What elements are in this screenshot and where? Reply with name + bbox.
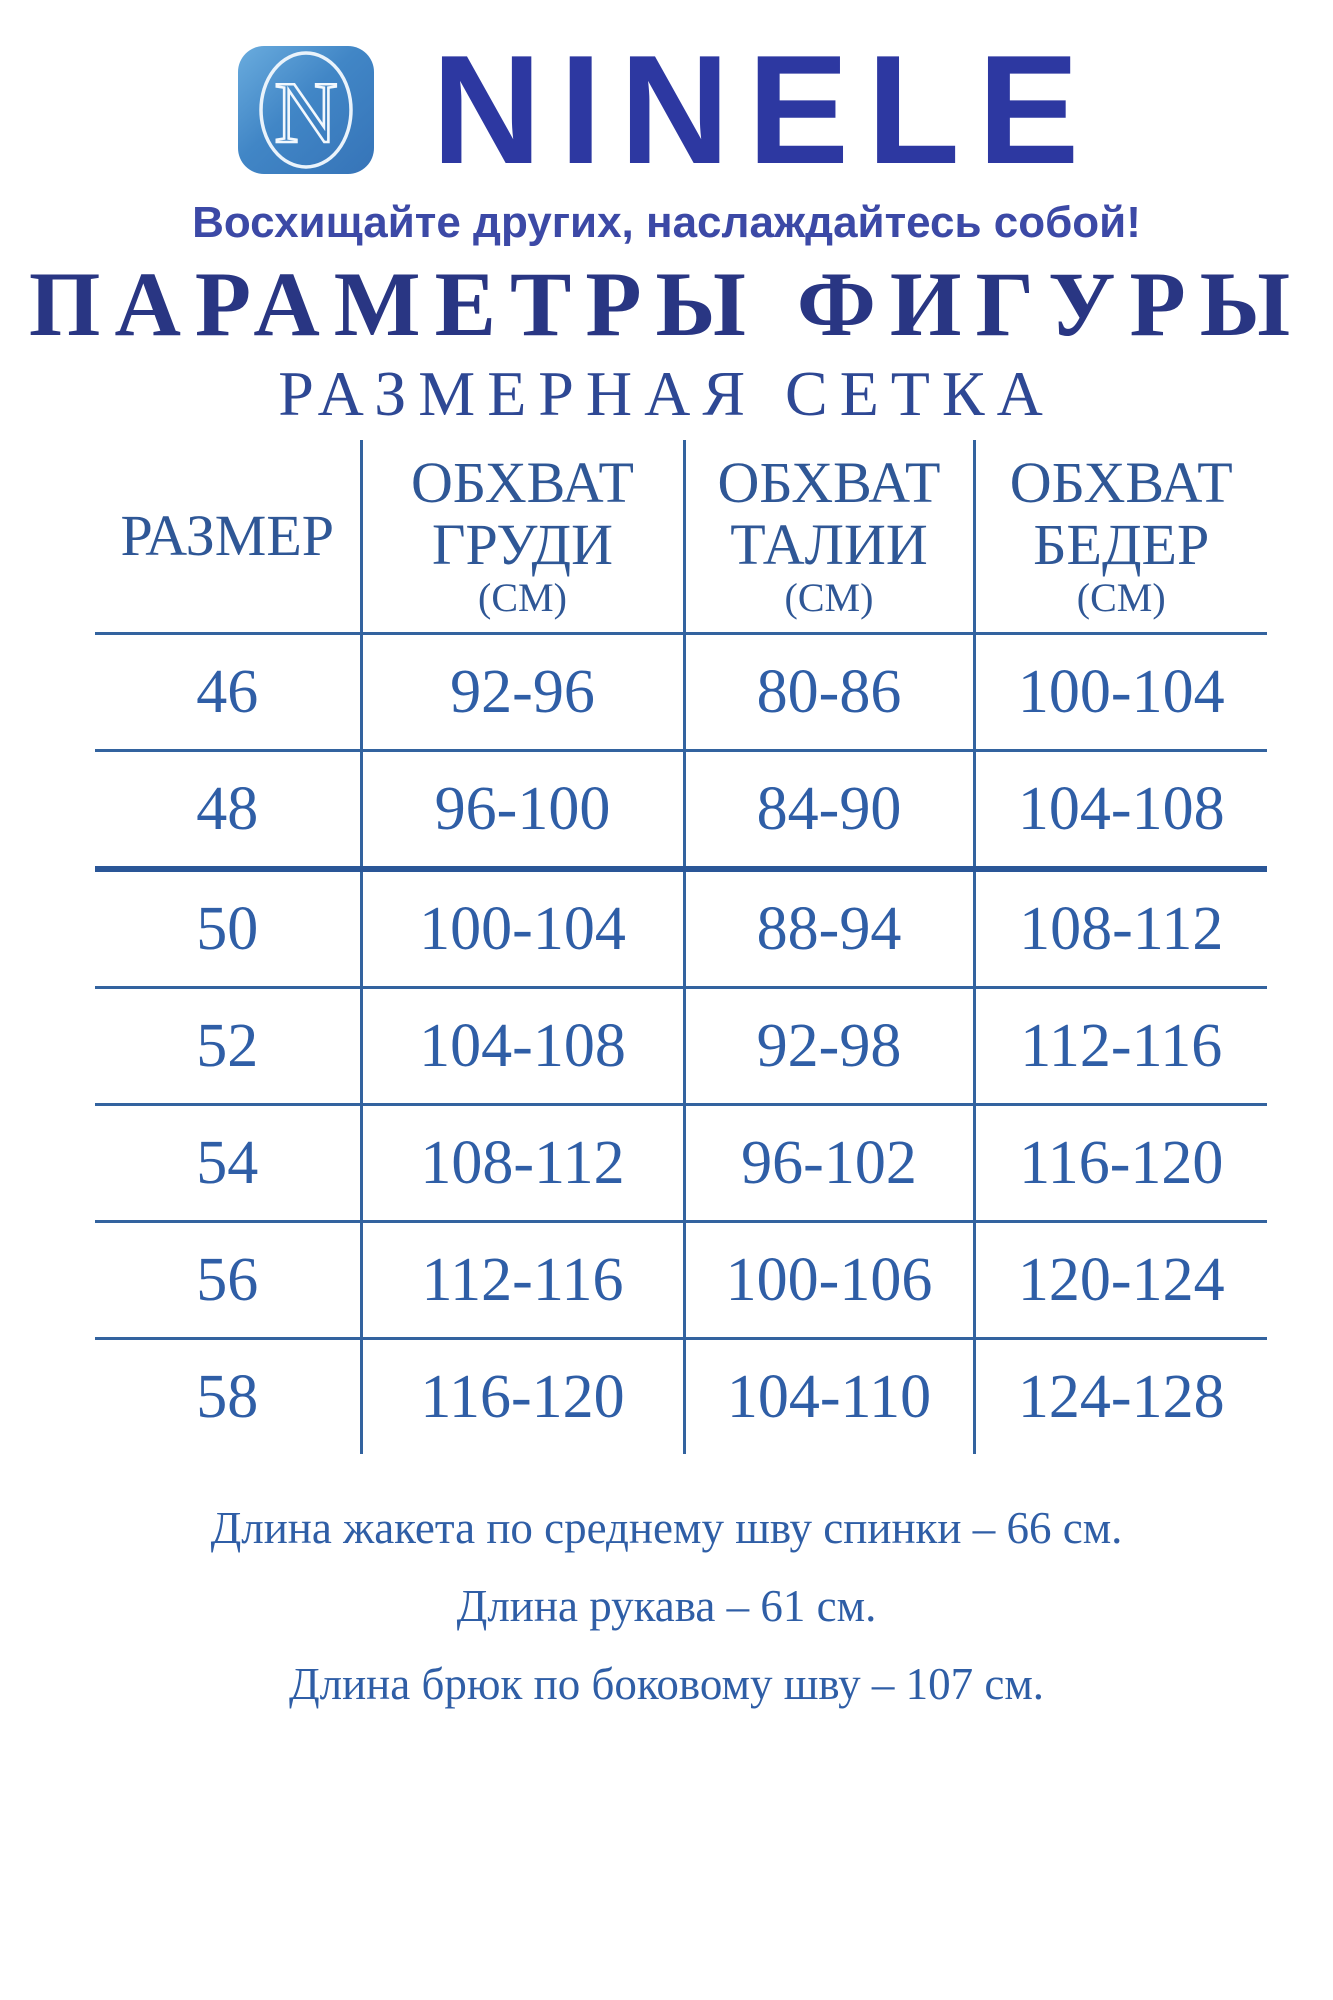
hips-cell: 116-120	[974, 1105, 1267, 1222]
header-waist-line2: ТАЛИИ	[730, 511, 928, 577]
note-trouser-length: Длина брюк по боковому шву – 107 см.	[288, 1659, 1045, 1709]
hips-cell: 100-104	[974, 634, 1267, 751]
waist-cell: 96-102	[684, 1105, 974, 1222]
table-row	[95, 988, 1267, 1105]
waist-cell: 104-110	[684, 1339, 974, 1455]
hips-cell: 112-116	[974, 988, 1267, 1105]
size-cell: 52	[95, 988, 361, 1105]
size-cell: 46	[95, 634, 361, 751]
ninele-logo-icon	[236, 44, 376, 176]
logo-letter: N	[274, 65, 338, 162]
header-chest-line1: ОБХВАТ	[411, 450, 634, 516]
brand-tagline: Восхищайте других, наслаждайтесь собой!	[192, 198, 1141, 247]
table-row	[95, 869, 1267, 988]
header-chest-unit: (СМ)	[478, 575, 567, 621]
header-hips-unit: (СМ)	[1076, 575, 1166, 621]
waist-cell: 80-86	[684, 634, 974, 751]
header-size: РАЗМЕР	[95, 440, 361, 634]
size-table	[95, 440, 1267, 1454]
hips-cell: 108-112	[974, 869, 1267, 988]
table-row	[95, 634, 1267, 751]
header-hips-line2: БЕДЕР	[1033, 511, 1210, 577]
brand-name: NINELE	[431, 23, 1098, 197]
chest-cell: 112-116	[361, 1222, 684, 1339]
header-hips-line1: ОБХВАТ	[1009, 450, 1233, 516]
table-row	[95, 1339, 1267, 1455]
header-waist-line1: ОБХВАТ	[717, 450, 941, 516]
table-row	[95, 1222, 1267, 1339]
page-title: ПАРАМЕТРЫ ФИГУРЫ	[28, 253, 1305, 355]
header-waist-unit: (СМ)	[784, 575, 874, 621]
size-cell: 50	[95, 869, 361, 988]
hips-cell: 120-124	[974, 1222, 1267, 1339]
size-cell: 54	[95, 1105, 361, 1222]
chest-cell: 92-96	[361, 634, 684, 751]
table-row	[95, 751, 1267, 870]
header-waist	[684, 440, 974, 634]
table-row	[95, 1105, 1267, 1222]
waist-cell: 92-98	[684, 988, 974, 1105]
measurement-notes	[0, 1503, 1333, 1709]
waist-cell: 100-106	[684, 1222, 974, 1339]
size-cell: 58	[196, 1362, 259, 1431]
chest-cell: 108-112	[361, 1105, 684, 1222]
header-hips	[974, 440, 1267, 634]
hips-cell: 124-128	[974, 1339, 1267, 1455]
waist-cell: 84-90	[684, 751, 974, 870]
chest-cell: 116-120	[361, 1339, 684, 1455]
header-chest	[361, 440, 684, 634]
chest-cell: 100-104	[361, 869, 684, 988]
size-cell: 48	[95, 751, 361, 870]
chest-cell: 104-108	[361, 988, 684, 1105]
size-cell: 56	[95, 1222, 361, 1339]
note-jacket-length: Длина жакета по среднему шву спинки – 66 см.	[210, 1503, 1123, 1553]
hips-cell: 104-108	[974, 751, 1267, 870]
note-sleeve-length: Длина рукава – 61 см.	[456, 1581, 877, 1631]
table-header-row	[95, 440, 1267, 634]
header-chest-line2: ГРУДИ	[432, 511, 613, 577]
brand-header	[0, 0, 1333, 197]
chest-cell: 96-100	[361, 751, 684, 870]
waist-cell: 88-94	[684, 869, 974, 988]
page-subtitle: РАЗМЕРНАЯ СЕТКА	[278, 358, 1055, 429]
